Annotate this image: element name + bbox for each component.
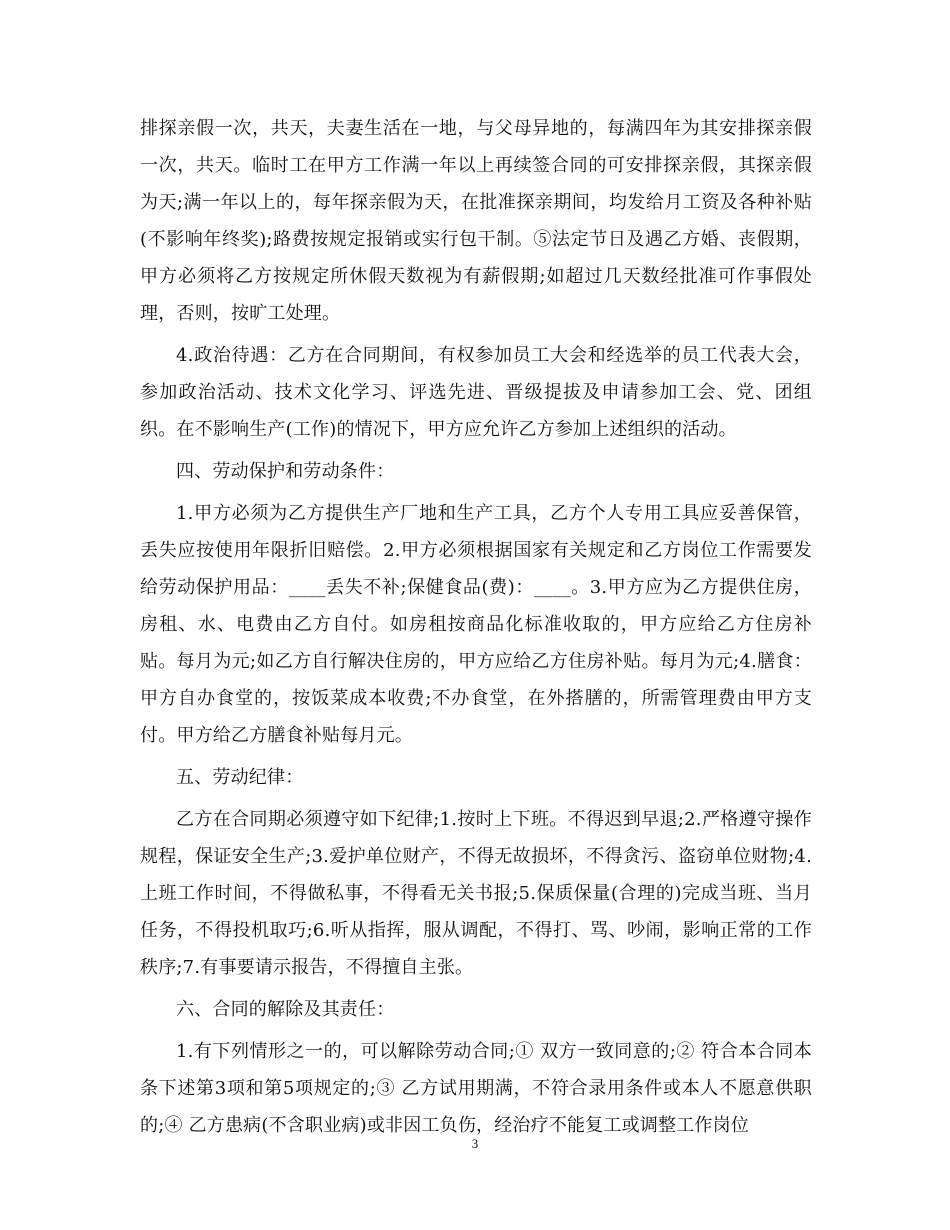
section-heading-labor-protection: 四、劳动保护和劳动条件： [176, 461, 395, 482]
paragraph-labor-discipline: 乙方在合同期必须遵守如下纪律;1.按时上下班。不得迟到早退;2.严格遵守操作规程，保证安全生产;3.爱护单位财产，不得无故损坏，不得贪污、盗窃单位财物;4.上班工作时间，不得做私事，不得看无关书报;5.保质保量(合理的)完成当班、当月任务，不得投机取巧;6.听从指挥，服从调配，不得打、骂、吵闹，影响正常的工作秩序;7.有事要请示报告，不得擅自主张。 [140, 809, 812, 978]
page-number: 3 [471, 1136, 479, 1151]
document-body [140, 110, 812, 1149]
paragraph-labor-protection: 1.甲方必须为乙方提供生产厂地和生产工具，乙方个人专用工具应妥善保管，丢失应按使用年限折旧赔偿。2.甲方必须根据国家有关规定和乙方岗位工作需要发给劳动保护用品：____丢失不补;保健食品(费)：____。3.甲方应为乙方提供住房，房租、水、电费由乙方自付。如房租按商品化标准收取的，甲方应给乙方住房补贴。每月为元;如乙方自行解决住房的，甲方应给乙方住房补贴。每月为元;4.膳食：甲方自办食堂的，按饭菜成本收费;不办食堂，在外搭膳的，所需管理费由甲方支付。甲方给乙方膳食补贴每月元。 [140, 503, 812, 746]
paragraph-contract-termination: 1.有下列情形之一的，可以解除劳动合同;① 双方一致同意的;② 符合本合同本条下述第3项和第5项规定的;③ 乙方试用期满，不符合录用条件或本人不愿意供职的;④ 乙方患病(不含职业病)或非因工负伤，经治疗不能复工或调整工作岗位 [140, 1041, 812, 1136]
section-heading-contract-termination: 六、合同的解除及其责任： [176, 999, 395, 1020]
paragraph-leave-continuation: 排探亲假一次，共天，夫妻生活在一地，与父母异地的，每满四年为其安排探亲假一次，共天。临时工在甲方工作满一年以上再续签合同的可安排探亲假，其探亲假为天;满一年以上的，每年探亲假为天，在批准探亲期间，均发给月工资及各种补贴(不影响年终奖);路费按规定报销或实行包干制。⑤法定节日及遇乙方婚、丧假期，甲方必须将乙方按规定所休假天数视为有薪假期;如超过几天数经批准可作事假处理，否则，按旷工处理。 [140, 118, 812, 324]
section-heading-labor-discipline: 五、劳动纪律： [176, 767, 304, 788]
paragraph-political-treatment: 4.政治待遇：乙方在合同期间，有权参加员工大会和经选举的员工代表大会，参加政治活动、技术文化学习、评选先进、晋级提拔及申请参加工会、党、团组织。在不影响生产(工作)的情况下，甲方应允许乙方参加上述组织的活动。 [140, 345, 812, 440]
